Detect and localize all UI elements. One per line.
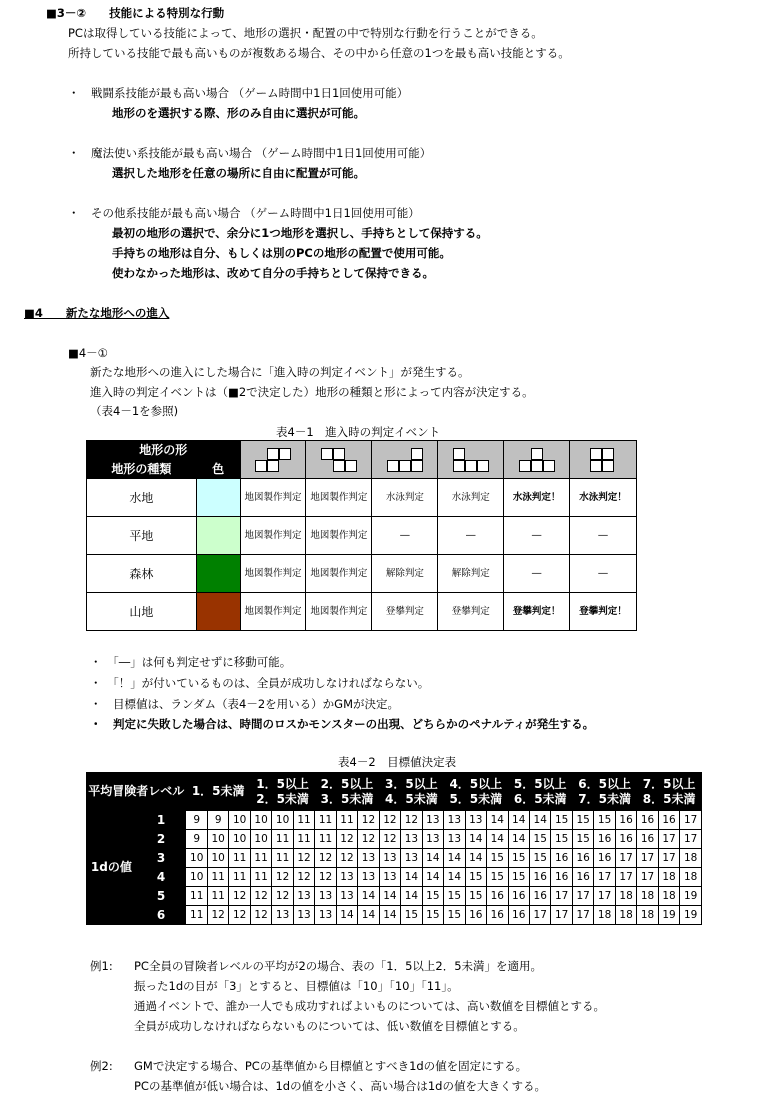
event-cell: ― — [504, 555, 570, 593]
target-value-cell: 16 — [572, 868, 593, 887]
example-1-line-3: 通過イベントで、誰か一人でも成功すればよいものについては、高い数値を目標値とする。 — [134, 999, 606, 1013]
bullet-other: ・ その他系技能が最も高い場合 （ゲーム時間中1日1回使用可能） — [68, 206, 420, 220]
target-value-cell: 15 — [594, 811, 615, 830]
range-line-1: 3．5以上 — [385, 776, 438, 791]
target-value-cell: 11 — [186, 906, 207, 925]
target-value-cell: 9 — [186, 811, 207, 830]
dice-value: 4 — [136, 868, 186, 887]
target-value-cell: 15 — [529, 830, 550, 849]
level-range-header — [444, 773, 508, 811]
dice-value: 5 — [136, 887, 186, 906]
shape-header: 地形の形 — [87, 441, 241, 460]
target-value-cell: 18 — [680, 849, 702, 868]
table-row — [87, 849, 702, 868]
event-cell: 水泳判定！ — [570, 479, 637, 517]
target-value-cell: 13 — [379, 849, 400, 868]
section-3-text-2: 所持している技能で最も高いものが複数ある場合、その中から任意の1つを最も高い技能とする。 — [68, 46, 570, 60]
level-range-header — [379, 773, 443, 811]
event-cell: ― — [570, 555, 637, 593]
target-value-cell: 13 — [336, 868, 357, 887]
target-value-cell: 15 — [422, 887, 443, 906]
table-row — [87, 868, 702, 887]
event-cell: ― — [438, 517, 504, 555]
level-header: 平均冒険者レベル — [87, 773, 186, 811]
target-value-cell: 16 — [615, 830, 636, 849]
note-exclamation: ・ 「！」が付いているものは、全員が成功しなければならない。 — [90, 676, 430, 690]
target-value-cell: 14 — [379, 887, 400, 906]
target-value-cell: 12 — [293, 849, 314, 868]
target-value-cell: 15 — [551, 830, 572, 849]
example-1-line-1: PC全員の冒険者レベルの平均が2の場合、表の「1．5以上2．5未満」を適用。 — [134, 959, 543, 973]
target-value-cell: 16 — [487, 906, 508, 925]
target-value-cell: 14 — [422, 868, 443, 887]
target-value-cell: 16 — [594, 830, 615, 849]
target-value-cell: 13 — [315, 887, 336, 906]
note-target: ・ 目標値は、ランダム（表4－2を用いる）かGMが決定。 — [90, 697, 400, 711]
target-value-cell: 13 — [465, 811, 486, 830]
range-line-1: 1．5未満 — [191, 784, 245, 798]
event-cell: 解除判定 — [438, 555, 504, 593]
target-value-cell: 16 — [572, 849, 593, 868]
target-value-cell: 14 — [379, 906, 400, 925]
table-row — [87, 887, 702, 906]
target-value-cell: 18 — [658, 868, 679, 887]
event-cell: 地図製作判定 — [240, 517, 306, 555]
event-cell: 地図製作判定 — [240, 593, 306, 631]
note-dash: ・ 「―」は何も判定せずに移動可能。 — [90, 655, 292, 669]
target-value-cell: 13 — [315, 906, 336, 925]
bullet-magic-detail: 選択した地形を任意の場所に自由に配置が可能。 — [112, 166, 365, 180]
target-value-cell: 12 — [379, 830, 400, 849]
target-value-cell: 17 — [637, 868, 658, 887]
shape-icon-5 — [504, 441, 570, 479]
target-value-cell: 11 — [315, 830, 336, 849]
target-value-cell: 16 — [594, 849, 615, 868]
dice-value: 3 — [136, 849, 186, 868]
terrain-name: 山地 — [87, 593, 197, 631]
target-value-cell: 10 — [229, 811, 250, 830]
target-value-cell: 11 — [336, 811, 357, 830]
target-value-cell: 19 — [680, 906, 702, 925]
example-2-line-2: PCの基準値が低い場合は、1dの値を小さく、高い場合は1dの値を大きくする。 — [134, 1079, 546, 1093]
target-value-cell: 17 — [594, 887, 615, 906]
target-value-cell: 15 — [508, 849, 529, 868]
target-value-cell: 15 — [401, 906, 422, 925]
range-line-2: 3．5未満 — [320, 791, 374, 806]
note-failure: ・ 判定に失敗した場合は、時間のロスかモンスターの出現、どちらかのペナルティが発生する。 — [90, 717, 595, 731]
event-cell: 水泳判定 — [438, 479, 504, 517]
event-cell: 水泳判定 — [372, 479, 438, 517]
target-value-cell: 12 — [229, 906, 250, 925]
target-value-cell: 14 — [444, 868, 465, 887]
target-value-cell: 14 — [465, 849, 486, 868]
dice-value: 1 — [136, 811, 186, 830]
event-cell: 水泳判定！ — [504, 479, 570, 517]
event-cell: 登攀判定 — [372, 593, 438, 631]
bullet-other-detail-3: 使わなかった地形は、改めて自分の手持ちとして保持できる。 — [112, 266, 434, 280]
section-3-heading: ■3－② 技能による特別な行動 — [46, 6, 225, 20]
target-value-cell: 16 — [529, 887, 550, 906]
target-value-cell: 14 — [401, 887, 422, 906]
shape-icon-6 — [570, 441, 637, 479]
target-value-cell: 15 — [422, 906, 443, 925]
target-value-cell: 12 — [336, 849, 357, 868]
target-value-cell: 18 — [658, 887, 679, 906]
table-row — [87, 906, 702, 925]
range-line-1: 5．5以上 — [513, 776, 567, 791]
target-value-cell: 14 — [336, 906, 357, 925]
example-1-line-4: 全員が成功しなければならないものについては、低い数値を目標値とする。 — [134, 1019, 525, 1033]
target-value-cell: 17 — [551, 906, 572, 925]
table-1-caption: 表4－1 進入時の判定イベント — [276, 425, 441, 439]
terrain-color-swatch — [196, 593, 240, 631]
header-row — [87, 773, 702, 811]
target-value-cell: 14 — [465, 830, 486, 849]
section-3-text-1: PCは取得している技能によって、地形の選択・配置の中で特別な行動を行うことができる。 — [68, 26, 543, 40]
bullet-magic: ・ 魔法使い系技能が最も高い場合 （ゲーム時間中1日1回使用可能） — [68, 146, 432, 160]
target-value-cell: 14 — [401, 868, 422, 887]
target-value-cell: 14 — [529, 811, 550, 830]
table-row — [87, 555, 637, 593]
target-value-cell: 12 — [250, 906, 271, 925]
target-value-cell: 12 — [379, 811, 400, 830]
target-value-cell: 13 — [422, 811, 443, 830]
target-value-cell: 11 — [272, 830, 293, 849]
range-line-1: 6．5以上 — [578, 776, 631, 791]
terrain-type-header: 地形の種類 — [87, 460, 197, 479]
range-line-2: 7．5未満 — [578, 791, 631, 806]
target-value-cell: 11 — [250, 868, 271, 887]
target-value-cell: 13 — [422, 830, 443, 849]
level-range-header — [508, 773, 572, 811]
target-value-cell: 17 — [594, 868, 615, 887]
target-value-cell: 12 — [336, 830, 357, 849]
shape-icon-4 — [438, 441, 504, 479]
target-value-cell: 10 — [186, 849, 207, 868]
target-value-cell: 15 — [444, 906, 465, 925]
event-cell: 地図製作判定 — [240, 479, 306, 517]
target-value-cell: 16 — [615, 811, 636, 830]
target-value-cell: 11 — [207, 887, 228, 906]
target-value-cell: 15 — [572, 830, 593, 849]
bullet-other-detail-2: 手持ちの地形は自分、もしくは別のPCの地形の配置で使用可能。 — [112, 246, 451, 260]
example-1-line-2: 振った1dの目が「3」とすると、目標値は「10」「10」「11」。 — [134, 979, 459, 993]
target-value-cell: 16 — [658, 811, 679, 830]
event-cell: 登攀判定！ — [570, 593, 637, 631]
level-range-header — [637, 773, 702, 811]
section-4-text-2: 進入時の判定イベントは（■2で決定した）地形の種類と形によって内容が決定する。 — [90, 385, 534, 399]
target-value-cell: 17 — [572, 887, 593, 906]
target-value-cell: 14 — [487, 830, 508, 849]
target-value-cell: 18 — [615, 906, 636, 925]
target-value-cell: 16 — [637, 811, 658, 830]
target-value-cell: 17 — [658, 830, 679, 849]
target-value-cell: 13 — [379, 868, 400, 887]
color-header: 色 — [196, 460, 240, 479]
target-value-cell: 11 — [229, 868, 250, 887]
target-value-cell: 14 — [444, 849, 465, 868]
event-cell: ― — [504, 517, 570, 555]
target-value-cell: 14 — [422, 849, 443, 868]
table-row — [87, 517, 637, 555]
range-line-2: 8．5未満 — [642, 791, 696, 806]
target-value-cell: 17 — [615, 849, 636, 868]
target-value-cell: 17 — [551, 887, 572, 906]
bullet-combat: ・ 戦闘系技能が最も高い場合 （ゲーム時間中1日1回使用可能） — [68, 86, 409, 100]
target-value-cell: 18 — [680, 868, 702, 887]
target-value-cell: 17 — [572, 906, 593, 925]
level-range-header — [572, 773, 636, 811]
target-value-cell: 15 — [465, 868, 486, 887]
target-value-cell: 17 — [680, 830, 702, 849]
event-cell: ― — [372, 517, 438, 555]
range-line-1: 2．5以上 — [320, 776, 374, 791]
target-value-table — [86, 772, 702, 925]
target-value-cell: 16 — [487, 887, 508, 906]
target-value-cell: 16 — [508, 906, 529, 925]
target-value-cell: 13 — [293, 906, 314, 925]
range-line-2: 6．5未満 — [513, 791, 567, 806]
target-value-cell: 17 — [615, 868, 636, 887]
target-value-cell: 12 — [293, 868, 314, 887]
target-value-cell: 15 — [529, 849, 550, 868]
target-value-cell: 16 — [508, 887, 529, 906]
level-range-header — [250, 773, 314, 811]
target-value-cell: 16 — [551, 849, 572, 868]
target-value-cell: 13 — [358, 868, 379, 887]
event-cell: 解除判定 — [372, 555, 438, 593]
target-value-cell: 15 — [551, 811, 572, 830]
section-4-text-3: （表4－1を参照) — [90, 404, 179, 418]
terrain-color-swatch — [196, 479, 240, 517]
target-value-cell: 12 — [358, 830, 379, 849]
table-row — [87, 811, 702, 830]
target-value-cell: 10 — [250, 830, 271, 849]
event-cell: 地図製作判定 — [240, 555, 306, 593]
target-value-cell: 15 — [487, 849, 508, 868]
event-cell: 地図製作判定 — [306, 593, 372, 631]
target-value-cell: 13 — [444, 830, 465, 849]
terrain-name: 森林 — [87, 555, 197, 593]
target-value-cell: 12 — [401, 811, 422, 830]
target-value-cell: 13 — [272, 906, 293, 925]
table-2-caption: 表4－2 目標値決定表 — [338, 755, 457, 769]
event-cell: 登攀判定！ — [504, 593, 570, 631]
shape-icon-3 — [372, 441, 438, 479]
target-value-cell: 13 — [444, 811, 465, 830]
range-line-2: 4．5未満 — [385, 791, 438, 806]
target-value-cell: 12 — [315, 849, 336, 868]
target-value-cell: 14 — [487, 811, 508, 830]
target-value-cell: 16 — [529, 868, 550, 887]
example-1-label: 例1: — [90, 959, 113, 973]
target-value-cell: 14 — [508, 830, 529, 849]
target-value-cell: 10 — [207, 849, 228, 868]
target-value-cell: 14 — [358, 887, 379, 906]
table-row — [87, 593, 637, 631]
target-value-cell: 10 — [250, 811, 271, 830]
target-value-cell: 12 — [207, 906, 228, 925]
target-value-cell: 11 — [315, 811, 336, 830]
shape-icon-1 — [240, 441, 306, 479]
target-value-cell: 16 — [637, 830, 658, 849]
dice-label: 1dの値 — [87, 811, 137, 925]
target-value-cell: 13 — [401, 830, 422, 849]
target-value-cell: 15 — [572, 811, 593, 830]
target-value-cell: 16 — [465, 906, 486, 925]
range-line-1: 1．5以上 — [256, 776, 309, 791]
terrain-color-swatch — [196, 555, 240, 593]
section-4-text-1: 新たな地形への進入にした場合に「進入時の判定イベント」が発生する。 — [90, 365, 470, 379]
terrain-name: 平地 — [87, 517, 197, 555]
target-value-cell: 15 — [444, 887, 465, 906]
target-value-cell: 19 — [680, 887, 702, 906]
target-value-cell: 11 — [250, 849, 271, 868]
target-value-cell: 17 — [637, 849, 658, 868]
level-range-header — [315, 773, 379, 811]
target-value-cell: 11 — [229, 849, 250, 868]
range-line-1: 4．5以上 — [449, 776, 503, 791]
target-value-cell: 17 — [658, 849, 679, 868]
shape-icon-2 — [306, 441, 372, 479]
target-value-cell: 12 — [250, 887, 271, 906]
target-value-cell: 12 — [229, 887, 250, 906]
table-row — [87, 479, 637, 517]
range-line-2: 5．5未満 — [449, 791, 503, 806]
event-cell: 地図製作判定 — [306, 517, 372, 555]
target-value-cell: 11 — [207, 868, 228, 887]
table-row — [87, 830, 702, 849]
terrain-name: 水地 — [87, 479, 197, 517]
target-value-cell: 17 — [529, 906, 550, 925]
target-value-cell: 11 — [293, 830, 314, 849]
target-value-cell: 18 — [615, 887, 636, 906]
target-value-cell: 14 — [508, 811, 529, 830]
bullet-other-detail-1: 最初の地形の選択で、余分に1つ地形を選択し、手持ちとして保持する。 — [112, 226, 488, 240]
target-value-cell: 13 — [401, 849, 422, 868]
target-value-cell: 18 — [637, 887, 658, 906]
target-value-cell: 10 — [207, 830, 228, 849]
target-value-cell: 18 — [637, 906, 658, 925]
target-value-cell: 12 — [272, 887, 293, 906]
target-value-cell: 10 — [272, 811, 293, 830]
range-line-1: 7．5以上 — [642, 776, 696, 791]
target-value-cell: 17 — [680, 811, 702, 830]
entry-event-table — [86, 440, 637, 631]
target-value-cell: 13 — [336, 887, 357, 906]
event-cell: 登攀判定 — [438, 593, 504, 631]
target-value-cell: 15 — [487, 868, 508, 887]
target-value-cell: 10 — [186, 868, 207, 887]
event-cell: ― — [570, 517, 637, 555]
level-range-header — [186, 773, 250, 811]
target-value-cell: 12 — [272, 868, 293, 887]
target-value-cell: 18 — [594, 906, 615, 925]
example-2-line-1: GMで決定する場合、PCの基準値から目標値とすべき1dの値を固定にする。 — [134, 1059, 528, 1073]
target-value-cell: 13 — [358, 849, 379, 868]
target-value-cell: 15 — [508, 868, 529, 887]
section-4-heading: ■4 新たな地形への進入 — [24, 306, 170, 320]
terrain-color-swatch — [196, 517, 240, 555]
range-line-2: 2．5未満 — [256, 791, 309, 806]
event-cell: 地図製作判定 — [306, 555, 372, 593]
target-value-cell: 16 — [551, 868, 572, 887]
target-value-cell: 13 — [293, 887, 314, 906]
target-value-cell: 10 — [229, 830, 250, 849]
bullet-combat-detail: 地形のを選択する際、形のみ自由に選択が可能。 — [112, 106, 365, 120]
target-value-cell: 9 — [186, 830, 207, 849]
target-value-cell: 19 — [658, 906, 679, 925]
target-value-cell: 12 — [315, 868, 336, 887]
dice-value: 6 — [136, 906, 186, 925]
target-value-cell: 15 — [465, 887, 486, 906]
target-value-cell: 9 — [207, 811, 228, 830]
target-value-cell: 12 — [358, 811, 379, 830]
dice-value: 2 — [136, 830, 186, 849]
target-value-cell: 11 — [186, 887, 207, 906]
event-cell: 地図製作判定 — [306, 479, 372, 517]
target-value-cell: 14 — [358, 906, 379, 925]
target-value-cell: 11 — [272, 849, 293, 868]
target-value-cell: 11 — [293, 811, 314, 830]
example-2-label: 例2: — [90, 1059, 113, 1073]
section-4-subheading: ■4－① — [68, 346, 108, 360]
